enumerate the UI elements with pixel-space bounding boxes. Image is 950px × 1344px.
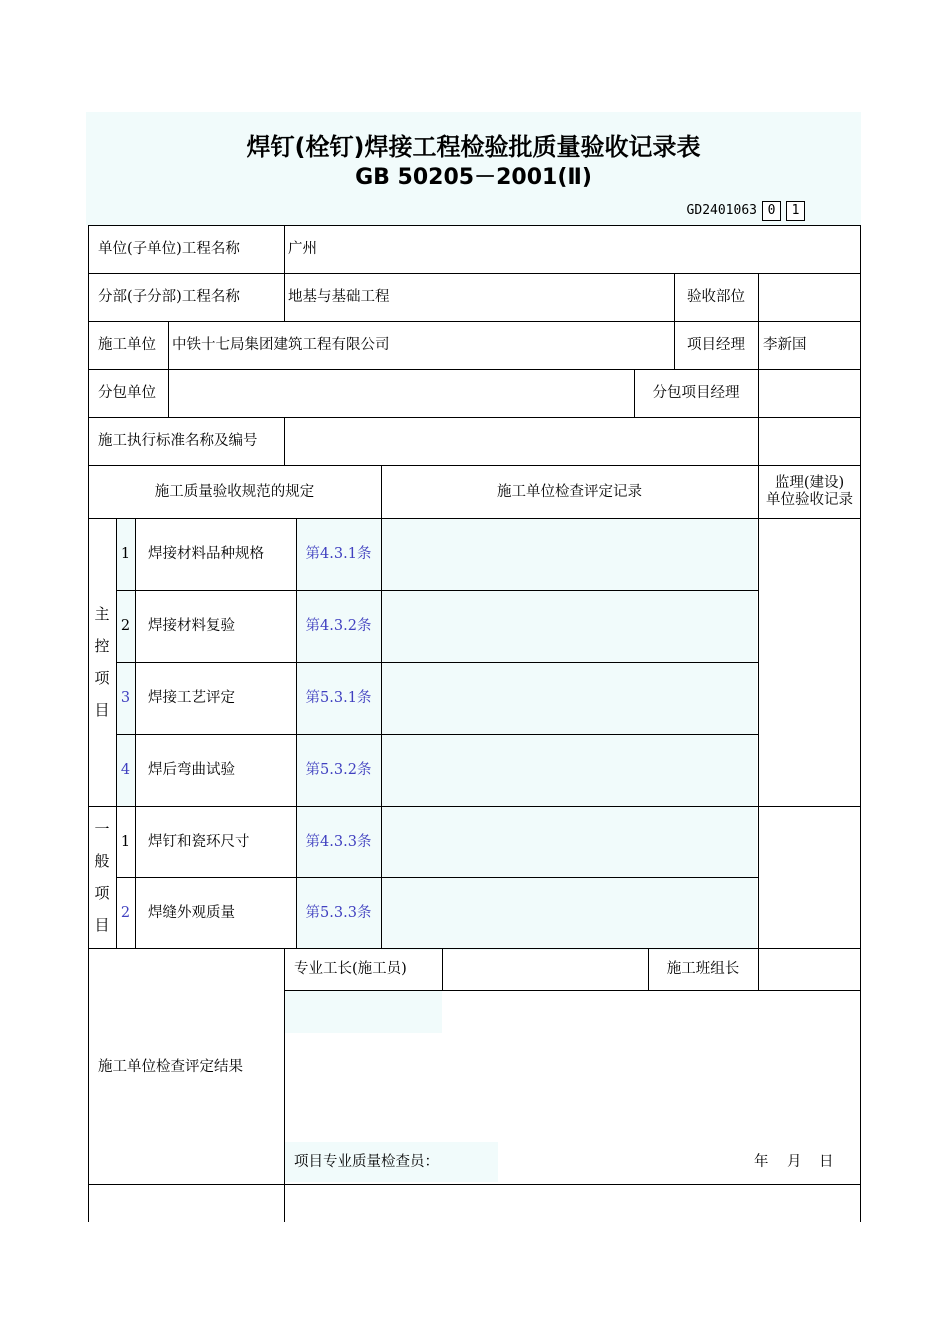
main-item-clause: 第5.3.2条 — [305, 762, 372, 778]
grid-line — [116, 734, 758, 735]
grid-line — [758, 948, 759, 990]
inspection-part-value[interactable] — [758, 273, 861, 321]
grid-line — [168, 321, 169, 417]
unit-project-value[interactable]: 广州 — [288, 241, 317, 257]
general-group-char: 一 — [94, 820, 110, 838]
team-leader-label: 施工班组长 — [666, 961, 740, 977]
main-item-name: 焊后弯曲试验 — [148, 762, 235, 778]
main-group-label — [88, 518, 116, 806]
grid-line — [860, 225, 861, 1222]
general-group-label — [88, 806, 116, 948]
subcontractor-value[interactable] — [168, 369, 634, 417]
spec-header: 施工质量验收规范的规定 — [154, 483, 315, 500]
inspector-label: 项目专业质量检查员： — [294, 1154, 439, 1170]
contractor-record-header: 施工单位检查评定记录 — [497, 483, 642, 500]
main-item-clause: 第4.3.1条 — [305, 546, 372, 562]
grid-line — [634, 369, 635, 417]
date-month: 月 — [787, 1154, 802, 1170]
grid-line — [284, 990, 861, 991]
grid-line — [88, 369, 861, 370]
subcontractor-label: 分包单位 — [98, 385, 156, 401]
general-item-clause: 第5.3.3条 — [305, 904, 372, 921]
date-year: 年 — [754, 1154, 769, 1170]
main-item-name: 焊接工艺评定 — [148, 690, 235, 706]
project-manager-value[interactable]: 李新国 — [763, 337, 807, 353]
contractor-label: 施工单位 — [98, 337, 156, 353]
main-item-name: 焊接材料品种规格 — [148, 546, 264, 562]
grid-line — [116, 877, 758, 878]
grid-line — [296, 518, 297, 948]
main-item-name: 焊接材料复验 — [148, 618, 235, 634]
main-item-no: 4 — [120, 762, 131, 778]
date-day: 日 — [819, 1154, 834, 1170]
general-item-name: 焊钉和瓷环尺寸 — [148, 833, 250, 850]
unit-project-label: 单位(子单位)工程名称 — [98, 241, 240, 257]
grid-line — [284, 948, 285, 1222]
form-code — [687, 201, 805, 221]
standard-value[interactable] — [284, 417, 861, 465]
grid-line — [284, 273, 285, 321]
contractor-value[interactable]: 中铁十七局集团建筑工程有限公司 — [172, 337, 390, 353]
main-group-char: 项 — [94, 669, 110, 687]
grid-line — [648, 948, 649, 990]
foreman-tint — [284, 991, 442, 1033]
grid-line — [88, 806, 861, 807]
grid-line — [116, 662, 758, 663]
main-item-no: 2 — [120, 618, 131, 634]
grid-line — [116, 590, 758, 591]
grid-line — [284, 225, 285, 273]
grid-line — [88, 417, 861, 418]
general-item-no: 1 — [120, 833, 131, 850]
main-item-no: 1 — [120, 546, 131, 562]
sub-project-label: 分部(子分部)工程名称 — [98, 289, 240, 305]
sub-project-value[interactable]: 地基与基础工程 — [288, 289, 390, 305]
grid-line — [758, 465, 759, 948]
general-item-clause: 第4.3.3条 — [305, 833, 372, 850]
general-group-char: 目 — [94, 916, 110, 934]
grid-line — [381, 465, 382, 948]
grid-line — [88, 948, 861, 949]
grid-line — [284, 417, 285, 465]
grid-line — [442, 948, 443, 990]
grid-line — [135, 518, 136, 948]
form-code-box-2[interactable]: 1 — [786, 201, 805, 221]
general-group-char: 般 — [94, 852, 110, 870]
grid-line — [88, 321, 861, 322]
sub-manager-value[interactable] — [758, 369, 861, 417]
grid-line — [88, 1184, 861, 1185]
grid-line — [674, 273, 675, 369]
form-code-box-1[interactable]: 0 — [762, 201, 781, 221]
main-item-clause: 第4.3.2条 — [305, 618, 372, 634]
main-item-no: 3 — [120, 690, 131, 706]
supervisor-header — [758, 465, 861, 518]
grid-line — [758, 273, 759, 465]
main-group-char: 控 — [94, 637, 110, 655]
grid-line — [88, 225, 861, 226]
foreman-label: 专业工长(施工员) — [294, 961, 407, 977]
standard-label: 施工执行标准名称及编号 — [98, 433, 258, 449]
grid-line — [88, 225, 89, 1222]
main-group-char: 目 — [94, 701, 110, 719]
result-label: 施工单位检查评定结果 — [98, 1058, 243, 1075]
form-title: 焊钉(栓钉)焊接工程检验批质量验收记录表 — [246, 133, 701, 161]
grid-line — [116, 518, 117, 948]
main-item-clause: 第5.3.1条 — [305, 690, 372, 706]
form-code-prefix: GD2401063 — [686, 203, 757, 218]
general-item-name: 焊缝外观质量 — [148, 904, 235, 921]
grid-line — [88, 465, 861, 466]
supervisor-header-line1: 监理(建设) — [774, 474, 845, 491]
form-subtitle: GB 50205－2001(Ⅱ) — [355, 165, 592, 190]
main-group-char: 主 — [94, 605, 110, 623]
grid-line — [88, 273, 861, 274]
general-group-char: 项 — [94, 884, 110, 902]
supervisor-header-line2: 单位验收记录 — [766, 491, 853, 508]
inspection-table — [88, 225, 861, 1222]
project-manager-label: 项目经理 — [687, 337, 745, 353]
general-item-no: 2 — [120, 904, 131, 921]
inspection-part-label: 验收部位 — [687, 289, 745, 305]
grid-line — [88, 518, 861, 519]
sub-manager-label: 分包项目经理 — [652, 385, 740, 401]
